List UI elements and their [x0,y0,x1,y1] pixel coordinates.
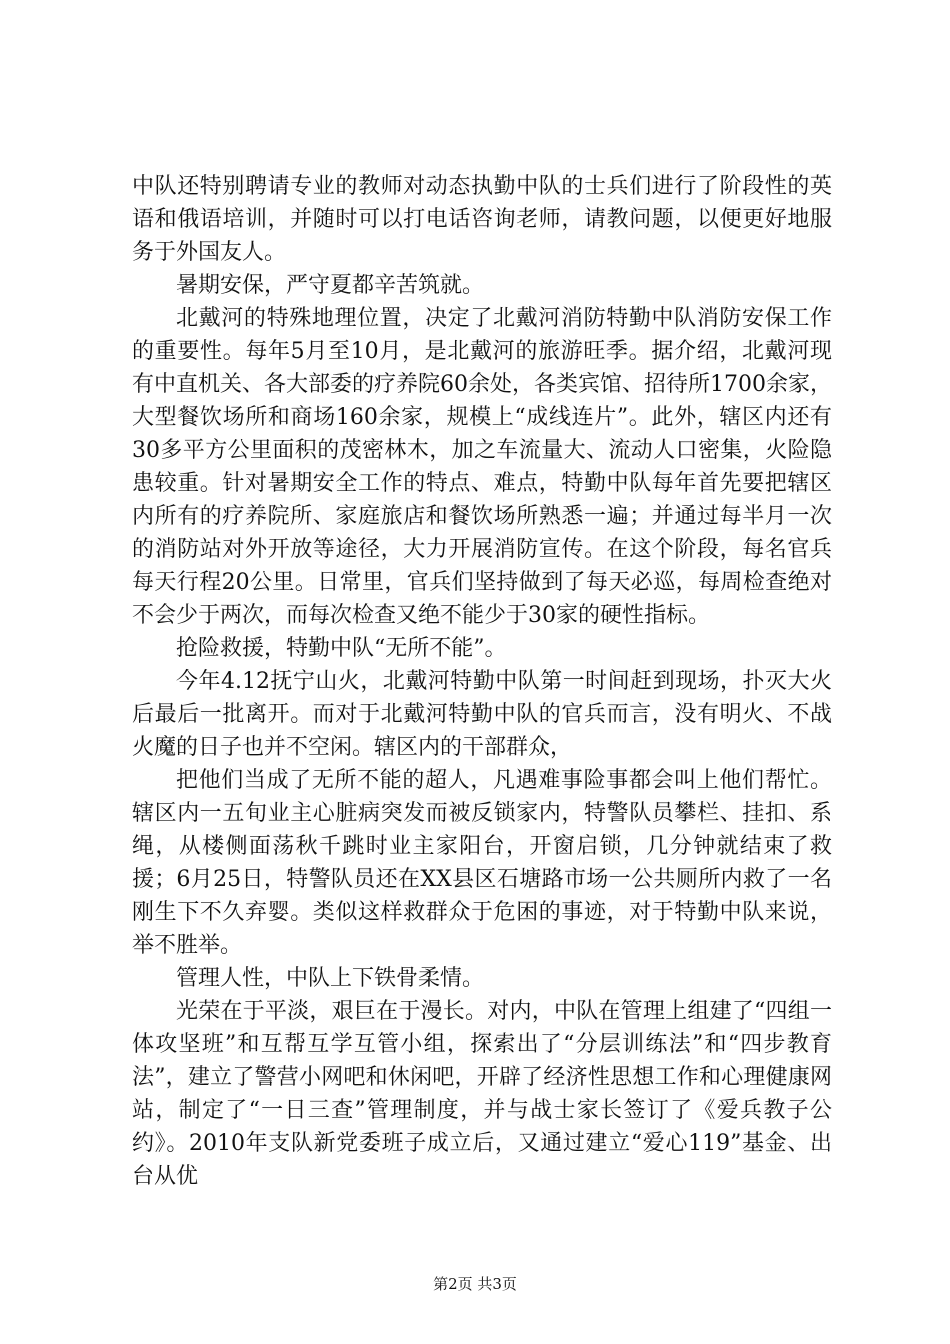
page-number-footer: 第2页 共3页 [433,1275,517,1293]
paragraph: 今年4.12抚宁山火，北戴河特勤中队第一时间赶到现场，扑灭大火后最后一批离开。而对于北戴河特勤中队的官兵而言，没有明火、不战火魔的日子也并不空闲。辖区内的干部群众， [132,669,832,760]
paragraph: 中队还特别聘请专业的教师对动态执勤中队的士兵们进行了阶段性的英语和俄语培训，并随时可以打电话咨询老师，请教问题，以便更好地服务于外国友人。 [132,174,832,265]
document-body [132,170,832,1193]
paragraph: 北戴河的特殊地理位置，决定了北戴河消防特勤中队消防安保工作的重要性。每年5月至10月，是北戴河的旅游旺季。据介绍，北戴河现有中直机关、各大部委的疗养院60余处，各类宾馆、招待所1700余家，大型餐饮场所和商场160余家，规模上“成线连片”。此外，辖区内还有30多平方公里面积的茂密林木，加之车流量大、流动人口密集，火险隐患较重。针对暑期安全工作的特点、难点，特勤中队每年首先要把辖区内所有的疗养院所、家庭旅店和餐饮场所熟悉一遍；并通过每半月一次的消防站对外开放等途径，大力开展消防宣传。在这个阶段，每名官兵每天行程20公里。日常里，官兵们坚持做到了每天必巡，每周检查绝对不会少于两次，而每次检查又绝不能少于30家的硬性指标。 [132,306,832,628]
paragraph: 抢险救援，特勤中队“无所不能”。 [176,636,507,661]
paragraph: 暑期安保，严守夏都辛苦筑就。 [176,273,485,298]
paragraph: 光荣在于平淡，艰巨在于漫长。对内，中队在管理上组建了“四组一体攻坚班”和互帮互学互管小组，探索出了“分层训练法”和“四步教育法”，建立了警营小网吧和休闲吧，开辟了经济性思想工作和心理健康网站，制定了“一日三查”管理制度，并与战士家长签订了《爱兵教子公约》。2010年支队新党委班子成立后，又通过建立“爱心119”基金、出台从优 [132,999,832,1189]
paragraph: 把他们当成了无所不能的超人，凡遇难事险事都会叫上他们帮忙。辖区内一五旬业主心脏病突发而被反锁家内，特警队员攀栏、挂扣、系绳，从楼侧面荡秋千跳时业主家阳台，开窗启锁，几分钟就结束了救援；6月25日，特警队员还在XX县区石塘路市场一公共厕所内救了一名刚生下不久弃婴。类似这样救群众于危困的事迹，对于特勤中队来说，举不胜举。 [132,768,832,958]
paragraph: 管理人性，中队上下铁骨柔情。 [176,966,485,991]
